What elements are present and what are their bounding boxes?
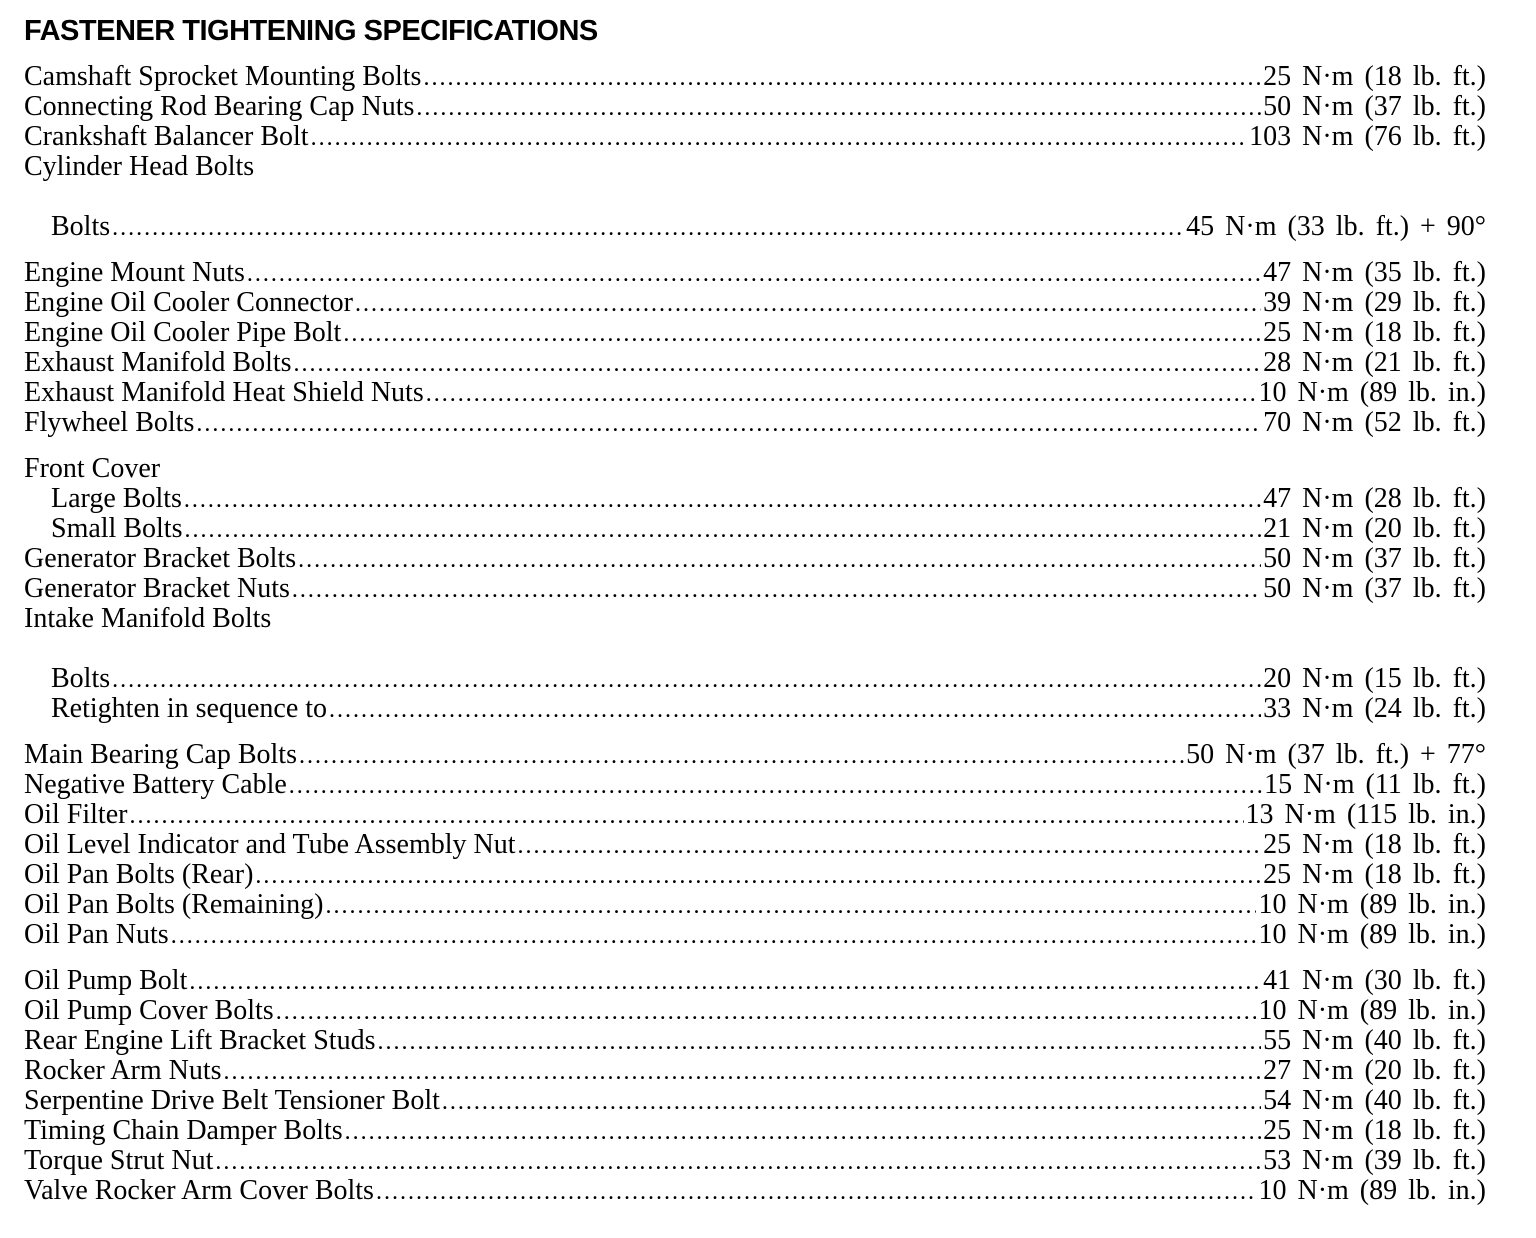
spec-label: Oil Level Indicator and Tube Assembly Nut [24, 830, 516, 860]
spec-label: Small Bolts [51, 514, 183, 544]
spec-value: 41 N·m (30 lb. ft.) [1263, 966, 1486, 996]
spec-value: 54 N·m (40 lb. ft.) [1263, 1086, 1486, 1116]
spec-row-torque-strut-nut [24, 1146, 1486, 1176]
spec-value: 10 N·m (89 lb. in.) [1258, 1176, 1486, 1206]
spec-value: 27 N·m (20 lb. ft.) [1263, 1056, 1486, 1086]
spec-row-exhaust-manifold-bolts [24, 348, 1486, 378]
spec-row-oil-pan-bolts-remaining [24, 890, 1486, 920]
spec-value: 10 N·m (89 lb. in.) [1258, 378, 1486, 408]
spec-row-oil-pump-cover-bolts [24, 996, 1486, 1026]
dot-leader [423, 63, 1261, 92]
spec-row-oil-pan-bolts-rear [24, 860, 1486, 890]
spec-row-intake-manifold-retighten [24, 694, 1486, 724]
dot-leader [329, 695, 1261, 724]
spec-label: Torque Strut Nut [24, 1146, 214, 1176]
spec-group-front-cover [24, 454, 1486, 484]
dot-leader [311, 123, 1248, 152]
spec-value: 25 N·m (18 lb. ft.) [1263, 1116, 1486, 1146]
spec-value: 55 N·m (40 lb. ft.) [1263, 1026, 1486, 1056]
dot-leader [276, 997, 1257, 1026]
page-title: FASTENER TIGHTENING SPECIFICATIONS [24, 15, 598, 47]
dot-leader [196, 409, 1261, 438]
dot-leader [376, 1177, 1257, 1206]
spec-label: Camshaft Sprocket Mounting Bolts [24, 62, 422, 92]
spec-row-generator-bracket-nuts [24, 574, 1486, 604]
dot-leader [518, 831, 1262, 860]
dot-leader [298, 545, 1261, 574]
spec-label: Bolts [51, 212, 111, 242]
dot-leader [255, 861, 1261, 890]
spec-value: 39 N·m (29 lb. ft.) [1263, 288, 1486, 318]
spec-row-camshaft-sprocket-mounting-bolts [24, 62, 1486, 92]
spec-value: 25 N·m (18 lb. ft.) [1263, 860, 1486, 890]
dot-leader [377, 1027, 1261, 1056]
dot-leader [189, 967, 1261, 996]
dot-leader [292, 575, 1261, 604]
dot-leader [224, 1057, 1262, 1086]
spec-label: Negative Battery Cable [24, 770, 287, 800]
spec-label: Oil Pump Bolt [24, 966, 188, 996]
spec-label: Engine Mount Nuts [24, 258, 245, 288]
spec-label: Connecting Rod Bearing Cap Nuts [24, 92, 415, 122]
spec-label: Oil Pan Nuts [24, 920, 169, 950]
dot-leader [345, 1117, 1261, 1146]
spec-label: Oil Filter [24, 800, 128, 830]
spec-label: Large Bolts [51, 484, 182, 514]
spec-value: 103 N·m (76 lb. ft.) [1249, 122, 1486, 152]
spec-label: Bolts [51, 664, 111, 694]
spec-value: 50 N·m (37 lb. ft.) + 77° [1186, 740, 1486, 770]
dot-leader [294, 349, 1262, 378]
spec-row-oil-pump-bolt [24, 966, 1486, 996]
spec-row-oil-filter [24, 800, 1486, 830]
spec-value: 20 N·m (15 lb. ft.) [1263, 664, 1486, 694]
spec-row-engine-oil-cooler-connector [24, 288, 1486, 318]
dot-leader [184, 485, 1261, 514]
spec-value: 53 N·m (39 lb. ft.) [1263, 1146, 1486, 1176]
spec-row-rocker-arm-nuts [24, 1056, 1486, 1086]
dot-leader [112, 213, 1184, 242]
spec-label: Serpentine Drive Belt Tensioner Bolt [24, 1086, 440, 1116]
spec-value: 47 N·m (35 lb. ft.) [1263, 258, 1486, 288]
spec-group-label: Intake Manifold Bolts [24, 604, 272, 634]
dot-leader [355, 289, 1261, 318]
spec-row-intake-manifold-bolts [24, 664, 1486, 694]
spec-value: 50 N·m (37 lb. ft.) [1263, 574, 1486, 604]
dot-leader [215, 1147, 1261, 1176]
spec-value: 21 N·m (20 lb. ft.) [1263, 514, 1486, 544]
spec-value: 25 N·m (18 lb. ft.) [1263, 62, 1486, 92]
spec-row-front-cover-small-bolts [24, 514, 1486, 544]
spec-label: Oil Pan Bolts (Rear) [24, 860, 254, 890]
spec-list [24, 62, 1486, 1206]
spec-label: Engine Oil Cooler Connector [24, 288, 353, 318]
spec-label: Oil Pan Bolts (Remaining) [24, 890, 324, 920]
dot-leader [112, 665, 1261, 694]
spec-label: Flywheel Bolts [24, 408, 195, 438]
spec-label: Main Bearing Cap Bolts [24, 740, 297, 770]
spec-group-label: Cylinder Head Bolts [24, 152, 255, 182]
spec-row-engine-mount-nuts [24, 258, 1486, 288]
spec-label: Engine Oil Cooler Pipe Bolt [24, 318, 342, 348]
spec-label: Rocker Arm Nuts [24, 1056, 222, 1086]
spec-value: 15 N·m (11 lb. ft.) [1264, 770, 1486, 800]
spec-row-crankshaft-balancer-bolt [24, 122, 1486, 152]
spec-row-serpentine-belt-tensioner-bolt [24, 1086, 1486, 1116]
spec-value: 10 N·m (89 lb. in.) [1258, 996, 1486, 1026]
spec-value: 50 N·m (37 lb. ft.) [1263, 92, 1486, 122]
spec-row-generator-bracket-bolts [24, 544, 1486, 574]
dot-leader [343, 319, 1261, 348]
spec-label: Generator Bracket Nuts [24, 574, 290, 604]
spec-label: Oil Pump Cover Bolts [24, 996, 274, 1026]
spec-label: Exhaust Manifold Bolts [24, 348, 292, 378]
spec-value: 33 N·m (24 lb. ft.) [1263, 694, 1486, 724]
spec-row-oil-pan-nuts [24, 920, 1486, 950]
dot-leader [289, 771, 1262, 800]
spec-row-valve-rocker-arm-cover-bolts [24, 1176, 1486, 1206]
spec-row-timing-chain-damper-bolts [24, 1116, 1486, 1146]
spec-value: 25 N·m (18 lb. ft.) [1263, 830, 1486, 860]
spec-label: Timing Chain Damper Bolts [24, 1116, 343, 1146]
dot-leader [325, 891, 1256, 920]
spec-label: Retighten in sequence to [51, 694, 328, 724]
spec-label: Generator Bracket Bolts [24, 544, 297, 574]
spec-group-intake-manifold-bolts [24, 604, 1486, 634]
spec-value: 10 N·m (89 lb. in.) [1258, 920, 1486, 950]
spec-row-negative-battery-cable [24, 770, 1486, 800]
dot-leader [416, 93, 1261, 122]
spec-value: 47 N·m (28 lb. ft.) [1263, 484, 1486, 514]
spec-label: Crankshaft Balancer Bolt [24, 122, 309, 152]
spec-group-cylinder-head-bolts [24, 152, 1486, 182]
spec-row-cylinder-head-bolts [24, 212, 1486, 242]
spec-value: 13 N·m (115 lb. in.) [1245, 800, 1486, 830]
spec-value: 70 N·m (52 lb. ft.) [1263, 408, 1486, 438]
spec-row-engine-oil-cooler-pipe-bolt [24, 318, 1486, 348]
spec-row-main-bearing-cap-bolts [24, 740, 1486, 770]
spec-group-label: Front Cover [24, 454, 161, 484]
spec-value: 10 N·m (89 lb. in.) [1258, 890, 1486, 920]
spec-value: 28 N·m (21 lb. ft.) [1263, 348, 1486, 378]
spec-row-oil-level-indicator-nut [24, 830, 1486, 860]
spec-row-rear-engine-lift-bracket-studs [24, 1026, 1486, 1056]
spec-label: Valve Rocker Arm Cover Bolts [24, 1176, 374, 1206]
dot-leader [299, 741, 1184, 770]
dot-leader [171, 921, 1257, 950]
spec-row-flywheel-bolts [24, 408, 1486, 438]
spec-value: 25 N·m (18 lb. ft.) [1263, 318, 1486, 348]
spec-value: 45 N·m (33 lb. ft.) + 90° [1186, 212, 1486, 242]
dot-leader [247, 259, 1261, 288]
spec-value: 50 N·m (37 lb. ft.) [1263, 544, 1486, 574]
spec-row-connecting-rod-bearing-cap-nuts [24, 92, 1486, 122]
dot-leader [184, 515, 1261, 544]
spec-label: Exhaust Manifold Heat Shield Nuts [24, 378, 424, 408]
spec-label: Rear Engine Lift Bracket Studs [24, 1026, 376, 1056]
spec-row-front-cover-large-bolts [24, 484, 1486, 514]
dot-leader [129, 801, 1243, 830]
spec-row-exhaust-manifold-heat-shield-nuts [24, 378, 1486, 408]
dot-leader [426, 379, 1257, 408]
dot-leader [442, 1087, 1261, 1116]
spec-page [24, 14, 1486, 1206]
